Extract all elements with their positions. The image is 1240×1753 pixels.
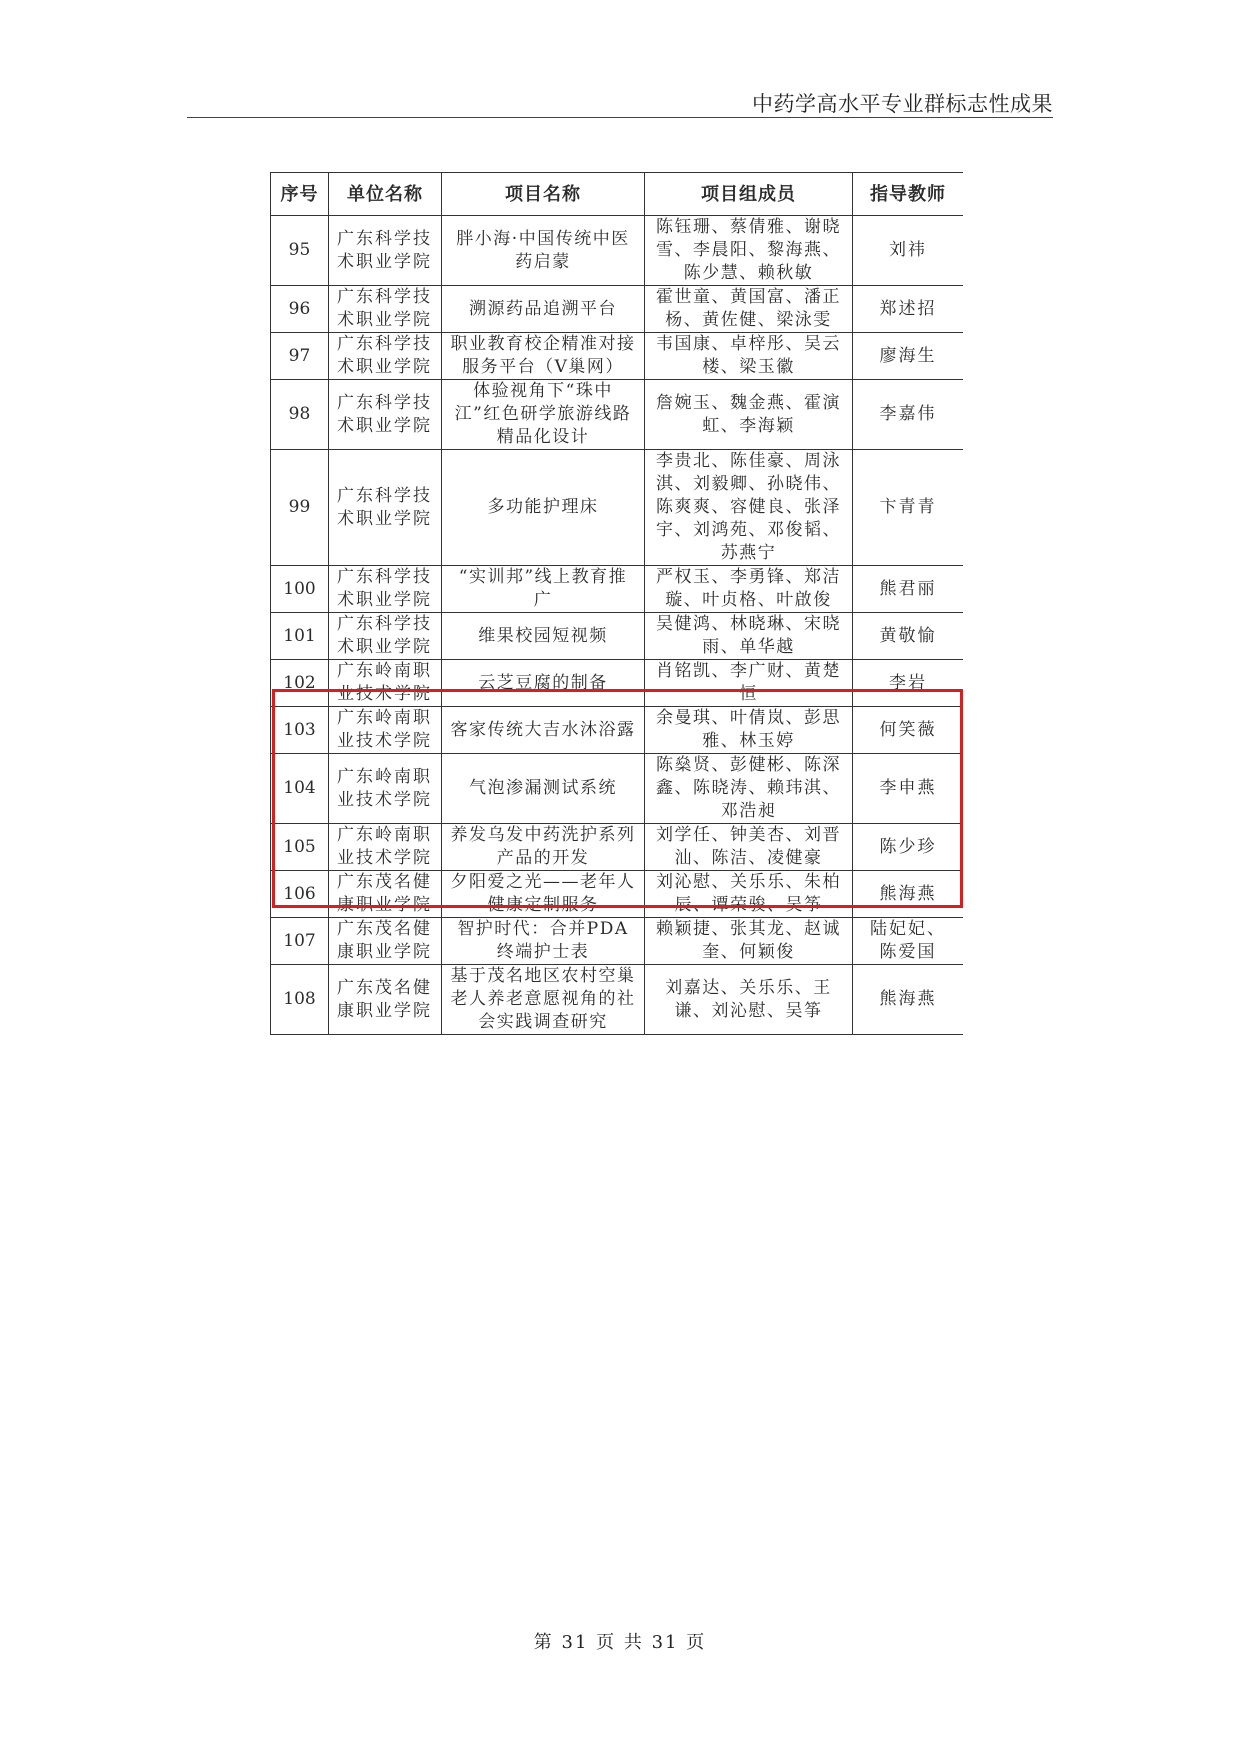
header-title: 中药学高水平专业群标志性成果 <box>752 92 1053 116</box>
cell-unit: 广东科学技术职业学院 <box>329 333 442 380</box>
cell-members: 赖颖捷、张其龙、赵诚奎、何颖俊 <box>645 918 853 965</box>
cell-project: 气泡渗漏测试系统 <box>442 754 645 824</box>
cell-unit: 广东科学技术职业学院 <box>329 286 442 333</box>
cell-teacher: 熊海燕 <box>853 965 964 1035</box>
cell-seq: 103 <box>271 707 329 754</box>
cell-members: 刘沁慰、关乐乐、朱柏辰、谭荣骏、吴筝 <box>645 871 853 918</box>
cell-seq: 104 <box>271 754 329 824</box>
table-row <box>271 613 964 660</box>
column-header-members: 项目组成员 <box>645 173 853 216</box>
cell-teacher: 陈少珍 <box>853 824 964 871</box>
cell-members: 刘嘉达、关乐乐、王谦、刘沁慰、吴筝 <box>645 965 853 1035</box>
table-row <box>271 380 964 450</box>
table-row <box>271 965 964 1035</box>
table-header-row <box>271 173 964 216</box>
table-row <box>271 707 964 754</box>
cell-project: 溯源药品追溯平台 <box>442 286 645 333</box>
cell-seq: 107 <box>271 918 329 965</box>
cell-seq: 99 <box>271 450 329 566</box>
cell-seq: 102 <box>271 660 329 707</box>
table-row <box>271 450 964 566</box>
cell-members: 吴健鸿、林晓琳、宋晓雨、单华越 <box>645 613 853 660</box>
cell-seq: 106 <box>271 871 329 918</box>
cell-teacher: 何笑薇 <box>853 707 964 754</box>
table-row <box>271 216 964 286</box>
cell-members: 余曼琪、叶倩岚、彭思雅、林玉婷 <box>645 707 853 754</box>
cell-unit: 广东茂名健康职业学院 <box>329 871 442 918</box>
cell-teacher: 李岩 <box>853 660 964 707</box>
cell-seq: 100 <box>271 566 329 613</box>
cell-unit: 广东茂名健康职业学院 <box>329 965 442 1035</box>
cell-unit: 广东科学技术职业学院 <box>329 380 442 450</box>
cell-teacher: 熊海燕 <box>853 871 964 918</box>
cell-seq: 95 <box>271 216 329 286</box>
column-header-project: 项目名称 <box>442 173 645 216</box>
table-body <box>271 216 964 1035</box>
cell-seq: 98 <box>271 380 329 450</box>
table-row <box>271 754 964 824</box>
table-row <box>271 333 964 380</box>
cell-teacher: 李申燕 <box>853 754 964 824</box>
table-row <box>271 566 964 613</box>
cell-unit: 广东茂名健康职业学院 <box>329 918 442 965</box>
cell-members: 詹婉玉、魏金燕、霍演虹、李海颖 <box>645 380 853 450</box>
table-row <box>271 871 964 918</box>
awards-table <box>270 172 963 1035</box>
page-number: 第 31 页 共 31 页 <box>533 1632 707 1653</box>
cell-members: 刘学任、钟美杏、刘晋汕、陈洁、凌健豪 <box>645 824 853 871</box>
table-row <box>271 660 964 707</box>
cell-teacher: 刘祎 <box>853 216 964 286</box>
cell-unit: 广东岭南职业技术学院 <box>329 824 442 871</box>
column-header-unit: 单位名称 <box>329 173 442 216</box>
cell-unit: 广东岭南职业技术学院 <box>329 754 442 824</box>
cell-unit: 广东岭南职业技术学院 <box>329 660 442 707</box>
awards-table-container <box>270 172 963 1087</box>
cell-project: 维果校园短视频 <box>442 613 645 660</box>
cell-members: 肖铭凯、李广财、黄楚恒 <box>645 660 853 707</box>
cell-seq: 97 <box>271 333 329 380</box>
cell-teacher: 熊君丽 <box>853 566 964 613</box>
cell-unit: 广东科学技术职业学院 <box>329 216 442 286</box>
cell-seq: 105 <box>271 824 329 871</box>
cell-unit: 广东岭南职业技术学院 <box>329 707 442 754</box>
column-header-teacher: 指导教师 <box>853 173 964 216</box>
header-divider <box>187 117 1053 118</box>
cell-members: 陈燊贤、彭健彬、陈深鑫、陈晓涛、赖玮淇、邓浩昶 <box>645 754 853 824</box>
cell-project: 胖小海·中国传统中医药启蒙 <box>442 216 645 286</box>
cell-project: 夕阳爱之光——老年人健康定制服务 <box>442 871 645 918</box>
cell-unit: 广东科学技术职业学院 <box>329 566 442 613</box>
column-header-seq: 序号 <box>271 173 329 216</box>
cell-seq: 108 <box>271 965 329 1035</box>
cell-members: 韦国康、卓梓彤、吴云楼、梁玉徽 <box>645 333 853 380</box>
cell-teacher: 黄敬愉 <box>853 613 964 660</box>
table-row <box>271 824 964 871</box>
cell-teacher: 陆妃妃、陈爱国 <box>853 918 964 965</box>
cell-members: 严权玉、李勇锋、郑洁璇、叶贞格、叶啟俊 <box>645 566 853 613</box>
cell-teacher: 李嘉伟 <box>853 380 964 450</box>
cell-project: 云芝豆腐的制备 <box>442 660 645 707</box>
cell-members: 霍世童、黄国富、潘正杨、黄佐健、梁泳雯 <box>645 286 853 333</box>
table-row <box>271 286 964 333</box>
cell-members: 李贵北、陈佳豪、周泳淇、刘毅卿、孙晓伟、陈爽爽、容健良、张泽宇、刘鸿苑、邓俊韬、苏燕宁 <box>645 450 853 566</box>
cell-seq: 101 <box>271 613 329 660</box>
cell-seq: 96 <box>271 286 329 333</box>
cell-project: 基于茂名地区农村空巢老人养老意愿视角的社会实践调查研究 <box>442 965 645 1035</box>
cell-project: 多功能护理床 <box>442 450 645 566</box>
cell-teacher: 郑述招 <box>853 286 964 333</box>
cell-project: 体验视角下“珠中江”红色研学旅游线路精品化设计 <box>442 380 645 450</box>
cell-project: 智护时代：合并PDA终端护士表 <box>442 918 645 965</box>
cell-members: 陈钰珊、蔡倩雅、谢晓雪、李晨阳、黎海燕、陈少慧、赖秋敏 <box>645 216 853 286</box>
cell-project: 职业教育校企精准对接服务平台（V巢网） <box>442 333 645 380</box>
cell-project: “实训邦”线上教育推广 <box>442 566 645 613</box>
cell-project: 客家传统大吉水沐浴露 <box>442 707 645 754</box>
cell-teacher: 廖海生 <box>853 333 964 380</box>
table-row <box>271 918 964 965</box>
cell-unit: 广东科学技术职业学院 <box>329 613 442 660</box>
cell-unit: 广东科学技术职业学院 <box>329 450 442 566</box>
cell-project: 养发乌发中药洗护系列产品的开发 <box>442 824 645 871</box>
cell-teacher: 卞青青 <box>853 450 964 566</box>
